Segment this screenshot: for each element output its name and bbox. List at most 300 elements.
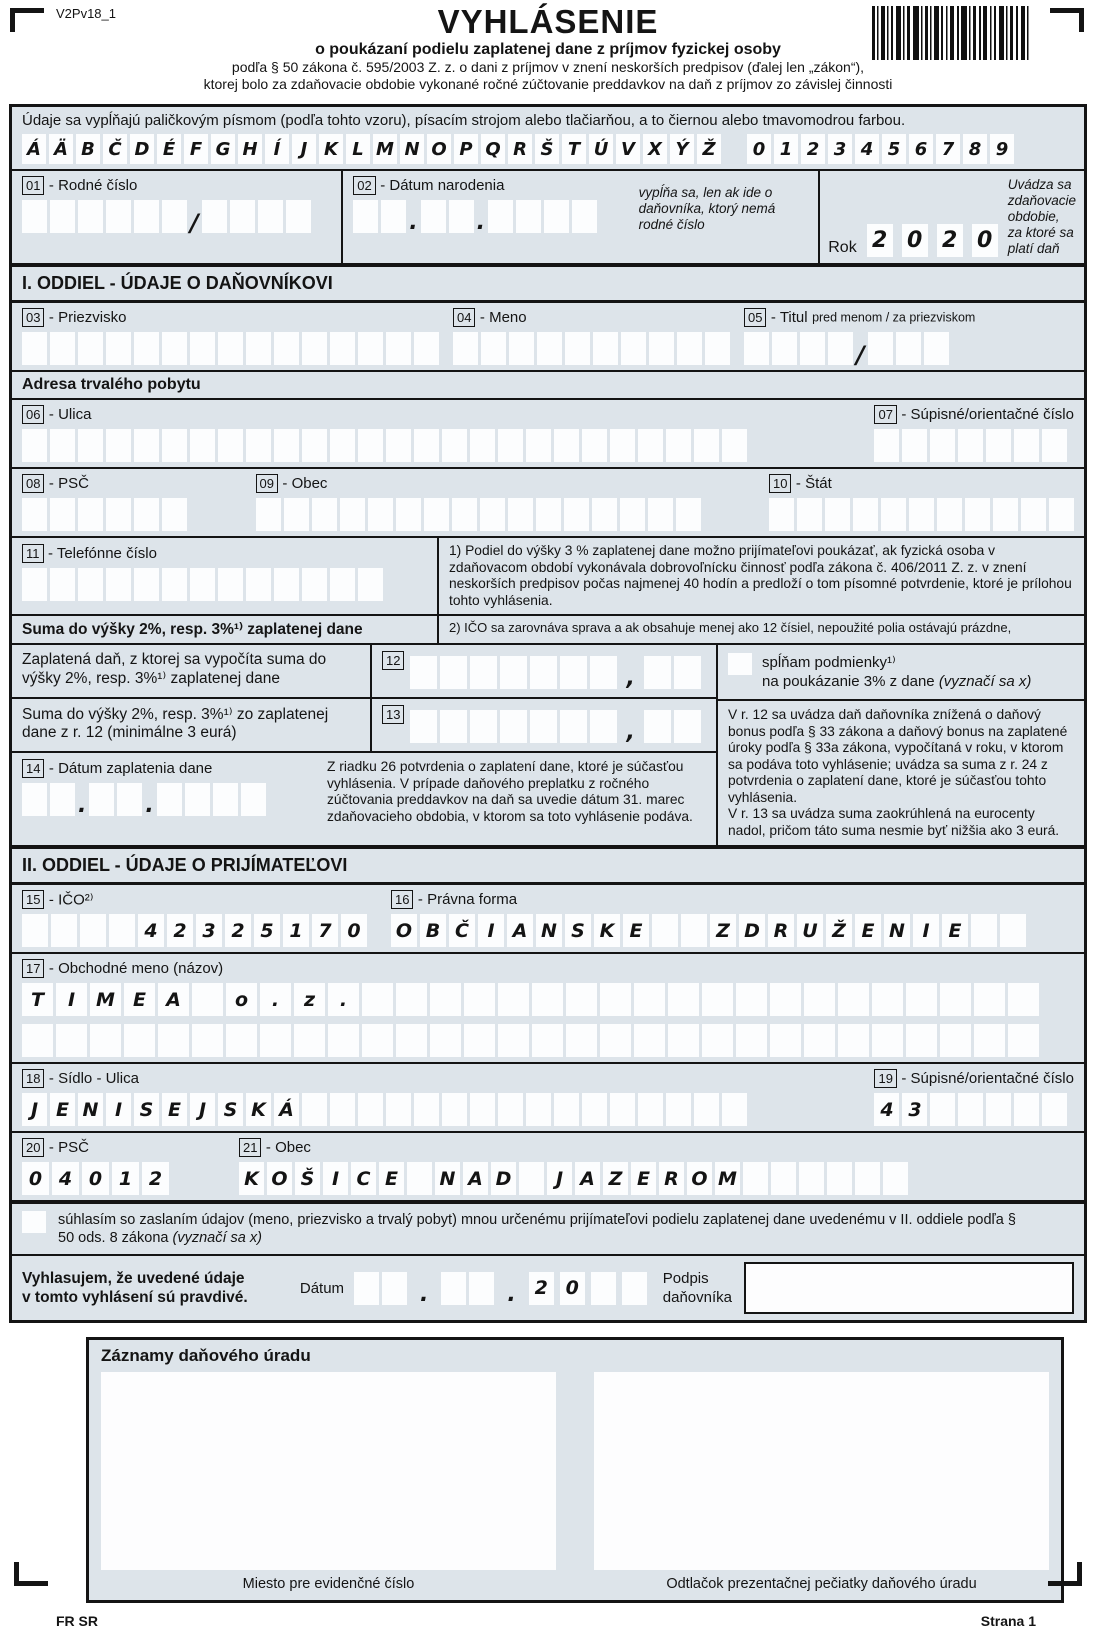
telefon-input[interactable] <box>22 568 427 601</box>
char-cell[interactable] <box>218 429 243 462</box>
char-cell[interactable] <box>449 200 474 233</box>
char-cell[interactable] <box>677 332 702 365</box>
char-cell[interactable] <box>965 498 990 531</box>
char-cell[interactable]: Ý <box>670 134 694 164</box>
char-cell[interactable] <box>958 429 983 462</box>
char-cell[interactable] <box>470 656 497 689</box>
char-cell[interactable]: L <box>346 134 370 164</box>
char-cell[interactable]: 3 <box>196 914 222 947</box>
char-cell[interactable] <box>246 332 271 365</box>
char-cell[interactable] <box>666 1093 691 1126</box>
char-cell[interactable] <box>590 710 617 743</box>
char-cell[interactable]: 8 <box>963 134 987 164</box>
char-cell[interactable] <box>386 429 411 462</box>
char-cell[interactable]: Ä <box>49 134 73 164</box>
char-cell[interactable] <box>1021 498 1046 531</box>
char-cell[interactable]: Š <box>295 1162 320 1195</box>
signature-box[interactable] <box>744 1262 1074 1314</box>
char-cell[interactable] <box>743 1162 768 1195</box>
char-cell[interactable] <box>218 568 243 601</box>
char-cell[interactable] <box>736 983 767 1016</box>
char-cell[interactable] <box>470 429 495 462</box>
birth-year-input[interactable] <box>488 200 597 233</box>
suma-podielu-input[interactable] <box>410 710 617 743</box>
char-cell[interactable]: É <box>157 134 181 164</box>
char-cell[interactable]: Ú <box>589 134 613 164</box>
char-cell[interactable] <box>302 568 327 601</box>
char-cell[interactable]: Á <box>22 134 46 164</box>
char-cell[interactable]: 3 <box>828 134 852 164</box>
char-cell[interactable] <box>284 498 309 531</box>
char-cell[interactable] <box>410 710 437 743</box>
char-cell[interactable] <box>56 1024 87 1057</box>
char-cell[interactable]: J <box>190 1093 215 1126</box>
char-cell[interactable] <box>162 332 187 365</box>
char-cell[interactable] <box>106 568 131 601</box>
char-cell[interactable] <box>799 1162 824 1195</box>
char-cell[interactable] <box>498 429 523 462</box>
obec-input[interactable] <box>256 498 701 531</box>
char-cell[interactable]: E <box>855 914 881 947</box>
char-cell[interactable] <box>722 429 747 462</box>
char-cell[interactable]: K <box>319 134 343 164</box>
char-cell[interactable] <box>974 983 1005 1016</box>
char-cell[interactable] <box>986 429 1011 462</box>
char-cell[interactable]: R <box>659 1162 684 1195</box>
char-cell[interactable]: 0 <box>747 134 771 164</box>
char-cell[interactable] <box>396 1024 427 1057</box>
char-cell[interactable] <box>202 200 227 233</box>
char-cell[interactable] <box>536 498 561 531</box>
char-cell[interactable]: Z <box>710 914 736 947</box>
char-cell[interactable] <box>414 332 439 365</box>
char-cell[interactable] <box>853 498 878 531</box>
char-cell[interactable] <box>621 332 646 365</box>
char-cell[interactable] <box>940 1024 971 1057</box>
char-cell[interactable] <box>896 332 921 365</box>
birth-month-input[interactable] <box>421 200 474 233</box>
char-cell[interactable] <box>190 568 215 601</box>
char-cell[interactable]: 0 <box>22 1162 49 1195</box>
char-cell[interactable] <box>530 656 557 689</box>
char-cell[interactable] <box>532 1024 563 1057</box>
char-cell[interactable] <box>134 568 159 601</box>
char-cell[interactable] <box>78 498 103 531</box>
char-cell[interactable] <box>430 983 461 1016</box>
char-cell[interactable] <box>414 429 439 462</box>
char-cell[interactable] <box>519 1162 544 1195</box>
pravna-forma-input[interactable] <box>391 914 1074 947</box>
char-cell[interactable] <box>526 429 551 462</box>
char-cell[interactable] <box>993 498 1018 531</box>
char-cell[interactable] <box>610 429 635 462</box>
meno-input[interactable] <box>453 332 730 365</box>
tax-year-value[interactable] <box>867 224 998 257</box>
char-cell[interactable] <box>509 332 534 365</box>
char-cell[interactable]: C <box>351 1162 376 1195</box>
char-cell[interactable] <box>610 1093 635 1126</box>
char-cell[interactable] <box>554 1093 579 1126</box>
char-cell[interactable] <box>124 1024 155 1057</box>
char-cell[interactable] <box>106 332 131 365</box>
char-cell[interactable] <box>958 1093 983 1126</box>
supisne-cislo-input[interactable] <box>874 429 1074 462</box>
char-cell[interactable] <box>362 983 393 1016</box>
char-cell[interactable] <box>544 200 569 233</box>
char-cell[interactable]: G <box>211 134 235 164</box>
char-cell[interactable] <box>498 1093 523 1126</box>
char-cell[interactable] <box>50 568 75 601</box>
char-cell[interactable] <box>1014 429 1039 462</box>
char-cell[interactable] <box>22 332 47 365</box>
char-cell[interactable] <box>414 1093 439 1126</box>
char-cell[interactable]: J <box>547 1162 572 1195</box>
char-cell[interactable] <box>508 498 533 531</box>
char-cell[interactable] <box>50 498 75 531</box>
char-cell[interactable]: D <box>491 1162 516 1195</box>
char-cell[interactable]: 2 <box>529 1272 554 1305</box>
char-cell[interactable] <box>498 983 529 1016</box>
char-cell[interactable] <box>638 1093 663 1126</box>
char-cell[interactable] <box>441 1272 466 1305</box>
char-cell[interactable] <box>590 656 617 689</box>
char-cell[interactable] <box>452 498 477 531</box>
char-cell[interactable] <box>80 914 106 947</box>
char-cell[interactable] <box>424 498 449 531</box>
char-cell[interactable]: M <box>715 1162 740 1195</box>
char-cell[interactable] <box>481 332 506 365</box>
char-cell[interactable] <box>430 1024 461 1057</box>
char-cell[interactable] <box>772 332 797 365</box>
char-cell[interactable] <box>565 332 590 365</box>
char-cell[interactable] <box>930 429 955 462</box>
char-cell[interactable]: K <box>246 1093 271 1126</box>
char-cell[interactable]: I <box>106 1093 131 1126</box>
char-cell[interactable] <box>464 1024 495 1057</box>
char-cell[interactable] <box>260 1024 291 1057</box>
char-cell[interactable] <box>649 332 674 365</box>
char-cell[interactable] <box>537 332 562 365</box>
char-cell[interactable] <box>464 983 495 1016</box>
char-cell[interactable] <box>50 783 75 816</box>
char-cell[interactable] <box>162 429 187 462</box>
char-cell[interactable] <box>134 429 159 462</box>
char-cell[interactable] <box>106 429 131 462</box>
char-cell[interactable]: A <box>158 983 189 1016</box>
char-cell[interactable]: J <box>22 1093 47 1126</box>
decl-day-input[interactable] <box>354 1272 407 1305</box>
char-cell[interactable] <box>109 914 135 947</box>
char-cell[interactable] <box>924 332 949 365</box>
char-cell[interactable] <box>78 332 103 365</box>
char-cell[interactable] <box>974 1024 1005 1057</box>
char-cell[interactable] <box>937 498 962 531</box>
char-cell[interactable]: I <box>323 1162 348 1195</box>
char-cell[interactable] <box>258 200 283 233</box>
char-cell[interactable]: . <box>328 983 359 1016</box>
char-cell[interactable] <box>226 1024 257 1057</box>
char-cell[interactable] <box>530 710 557 743</box>
char-cell[interactable]: R <box>768 914 794 947</box>
char-cell[interactable] <box>582 429 607 462</box>
char-cell[interactable] <box>883 1162 908 1195</box>
char-cell[interactable]: A <box>463 1162 488 1195</box>
char-cell[interactable] <box>368 498 393 531</box>
zaplatena-dan-input[interactable] <box>410 656 617 689</box>
char-cell[interactable]: O <box>391 914 417 947</box>
char-cell[interactable] <box>362 1024 393 1057</box>
char-cell[interactable] <box>440 710 467 743</box>
char-cell[interactable]: N <box>435 1162 460 1195</box>
payment-month-input[interactable] <box>89 783 142 816</box>
char-cell[interactable] <box>302 1093 327 1126</box>
char-cell[interactable] <box>838 983 869 1016</box>
rodne-cislo-part2-input[interactable] <box>202 200 311 233</box>
char-cell[interactable] <box>382 1272 407 1305</box>
char-cell[interactable] <box>722 1093 747 1126</box>
char-cell[interactable] <box>702 983 733 1016</box>
char-cell[interactable]: 2 <box>167 914 193 947</box>
char-cell[interactable]: S <box>218 1093 243 1126</box>
char-cell[interactable] <box>674 656 701 689</box>
priezvisko-input[interactable] <box>22 332 439 365</box>
char-cell[interactable] <box>868 332 893 365</box>
char-cell[interactable]: B <box>76 134 100 164</box>
char-cell[interactable] <box>381 200 406 233</box>
char-cell[interactable] <box>440 656 467 689</box>
char-cell[interactable] <box>78 200 103 233</box>
char-cell[interactable]: R <box>508 134 532 164</box>
char-cell[interactable] <box>1014 1093 1039 1126</box>
char-cell[interactable]: 2 <box>801 134 825 164</box>
char-cell[interactable]: Č <box>449 914 475 947</box>
char-cell[interactable] <box>906 1024 937 1057</box>
char-cell[interactable] <box>330 1093 355 1126</box>
char-cell[interactable] <box>582 1093 607 1126</box>
char-cell[interactable] <box>498 1024 529 1057</box>
char-cell[interactable] <box>22 568 47 601</box>
char-cell[interactable] <box>638 429 663 462</box>
char-cell[interactable] <box>874 429 899 462</box>
char-cell[interactable] <box>591 1272 616 1305</box>
char-cell[interactable] <box>442 1093 467 1126</box>
char-cell[interactable] <box>328 1024 359 1057</box>
char-cell[interactable]: T <box>22 983 53 1016</box>
char-cell[interactable]: 1 <box>283 914 309 947</box>
char-cell[interactable] <box>674 710 701 743</box>
char-cell[interactable]: 6 <box>909 134 933 164</box>
char-cell[interactable] <box>694 1093 719 1126</box>
char-cell[interactable]: P <box>454 134 478 164</box>
char-cell[interactable] <box>906 983 937 1016</box>
char-cell[interactable]: V <box>616 134 640 164</box>
birth-day-input[interactable] <box>353 200 406 233</box>
char-cell[interactable] <box>241 783 266 816</box>
char-cell[interactable]: 0 <box>341 914 367 947</box>
char-cell[interactable] <box>648 498 673 531</box>
char-cell[interactable]: N <box>884 914 910 947</box>
char-cell[interactable]: Í <box>265 134 289 164</box>
char-cell[interactable]: 3 <box>902 1093 927 1126</box>
char-cell[interactable] <box>134 332 159 365</box>
char-cell[interactable] <box>358 429 383 462</box>
char-cell[interactable] <box>971 914 997 947</box>
char-cell[interactable]: K <box>239 1162 264 1195</box>
char-cell[interactable] <box>702 1024 733 1057</box>
char-cell[interactable]: Z <box>603 1162 628 1195</box>
char-cell[interactable]: I <box>913 914 939 947</box>
char-cell[interactable] <box>705 332 730 365</box>
char-cell[interactable] <box>736 1024 767 1057</box>
char-cell[interactable]: 0 <box>560 1272 585 1305</box>
char-cell[interactable] <box>622 1272 647 1305</box>
char-cell[interactable]: 0 <box>82 1162 109 1195</box>
sidlo-obec-input[interactable] <box>239 1162 1074 1195</box>
char-cell[interactable] <box>117 783 142 816</box>
char-cell[interactable] <box>286 200 311 233</box>
char-cell[interactable]: 7 <box>312 914 338 947</box>
char-cell[interactable]: K <box>594 914 620 947</box>
char-cell[interactable] <box>930 1093 955 1126</box>
char-cell[interactable] <box>90 1024 121 1057</box>
char-cell[interactable]: F <box>184 134 208 164</box>
char-cell[interactable] <box>804 983 835 1016</box>
char-cell[interactable]: Á <box>274 1093 299 1126</box>
char-cell[interactable] <box>50 429 75 462</box>
char-cell[interactable] <box>192 983 223 1016</box>
char-cell[interactable] <box>838 1024 869 1057</box>
char-cell[interactable] <box>407 1162 432 1195</box>
char-cell[interactable] <box>213 783 238 816</box>
char-cell[interactable] <box>106 498 131 531</box>
char-cell[interactable]: M <box>373 134 397 164</box>
char-cell[interactable] <box>190 429 215 462</box>
obchodne-meno-input-line1[interactable] <box>22 983 1074 1016</box>
char-cell[interactable]: E <box>162 1093 187 1126</box>
char-cell[interactable] <box>22 200 47 233</box>
char-cell[interactable] <box>396 983 427 1016</box>
char-cell[interactable] <box>902 429 927 462</box>
char-cell[interactable]: D <box>739 914 765 947</box>
stat-input[interactable] <box>769 498 1074 531</box>
char-cell[interactable]: 5 <box>254 914 280 947</box>
char-cell[interactable] <box>396 498 421 531</box>
char-cell[interactable] <box>516 200 541 233</box>
obchodne-meno-input-line2[interactable] <box>22 1024 1074 1057</box>
char-cell[interactable] <box>78 429 103 462</box>
char-cell[interactable] <box>106 200 131 233</box>
decl-year-input[interactable] <box>529 1272 647 1305</box>
char-cell[interactable] <box>828 332 853 365</box>
char-cell[interactable]: . <box>260 983 291 1016</box>
char-cell[interactable]: Ž <box>826 914 852 947</box>
char-cell[interactable] <box>566 983 597 1016</box>
char-cell[interactable] <box>274 332 299 365</box>
titul-pred-input[interactable] <box>744 332 853 365</box>
char-cell[interactable]: 2 <box>867 224 893 257</box>
consent-checkbox[interactable] <box>22 1211 46 1233</box>
char-cell[interactable] <box>600 1024 631 1057</box>
char-cell[interactable] <box>1000 914 1026 947</box>
char-cell[interactable]: S <box>134 1093 159 1126</box>
ulica-input[interactable] <box>22 429 747 462</box>
char-cell[interactable] <box>246 568 271 601</box>
char-cell[interactable] <box>157 783 182 816</box>
char-cell[interactable] <box>480 498 505 531</box>
char-cell[interactable] <box>825 498 850 531</box>
char-cell[interactable] <box>855 1162 880 1195</box>
payment-day-input[interactable] <box>22 783 75 816</box>
char-cell[interactable]: 4 <box>52 1162 79 1195</box>
char-cell[interactable] <box>744 332 769 365</box>
char-cell[interactable] <box>22 498 47 531</box>
char-cell[interactable] <box>872 983 903 1016</box>
rodne-cislo-part1-input[interactable] <box>22 200 187 233</box>
char-cell[interactable] <box>827 1162 852 1195</box>
char-cell[interactable]: 4 <box>874 1093 899 1126</box>
char-cell[interactable] <box>256 498 281 531</box>
char-cell[interactable] <box>572 200 597 233</box>
char-cell[interactable] <box>134 200 159 233</box>
char-cell[interactable] <box>634 983 665 1016</box>
char-cell[interactable] <box>770 1024 801 1057</box>
char-cell[interactable]: M <box>90 983 121 1016</box>
char-cell[interactable] <box>644 656 671 689</box>
char-cell[interactable] <box>190 332 215 365</box>
char-cell[interactable] <box>668 1024 699 1057</box>
char-cell[interactable] <box>354 1272 379 1305</box>
sidlo-cislo-input[interactable] <box>874 1093 1074 1126</box>
char-cell[interactable]: 0 <box>902 224 928 257</box>
char-cell[interactable] <box>592 498 617 531</box>
char-cell[interactable] <box>386 1093 411 1126</box>
char-cell[interactable]: H <box>238 134 262 164</box>
char-cell[interactable] <box>470 710 497 743</box>
char-cell[interactable] <box>644 710 671 743</box>
zaplatena-dan-centy-input[interactable] <box>644 656 701 689</box>
char-cell[interactable] <box>50 332 75 365</box>
char-cell[interactable]: 4 <box>855 134 879 164</box>
char-cell[interactable]: E <box>631 1162 656 1195</box>
char-cell[interactable] <box>246 429 271 462</box>
char-cell[interactable] <box>302 429 327 462</box>
char-cell[interactable] <box>470 1093 495 1126</box>
char-cell[interactable]: E <box>124 983 155 1016</box>
sidlo-ulica-input[interactable] <box>22 1093 747 1126</box>
char-cell[interactable] <box>797 498 822 531</box>
char-cell[interactable] <box>620 498 645 531</box>
char-cell[interactable]: 2 <box>142 1162 169 1195</box>
char-cell[interactable] <box>386 332 411 365</box>
char-cell[interactable] <box>940 983 971 1016</box>
char-cell[interactable] <box>652 914 678 947</box>
char-cell[interactable] <box>560 710 587 743</box>
char-cell[interactable] <box>312 498 337 531</box>
titul-za-input[interactable] <box>868 332 949 365</box>
char-cell[interactable] <box>1008 1024 1039 1057</box>
char-cell[interactable] <box>330 332 355 365</box>
char-cell[interactable] <box>1042 429 1067 462</box>
char-cell[interactable] <box>89 783 114 816</box>
char-cell[interactable] <box>442 429 467 462</box>
char-cell[interactable]: O <box>687 1162 712 1195</box>
char-cell[interactable] <box>770 983 801 1016</box>
char-cell[interactable] <box>469 1272 494 1305</box>
decl-month-input[interactable] <box>441 1272 494 1305</box>
char-cell[interactable] <box>218 332 243 365</box>
char-cell[interactable]: 0 <box>972 224 998 257</box>
char-cell[interactable]: 1 <box>112 1162 139 1195</box>
